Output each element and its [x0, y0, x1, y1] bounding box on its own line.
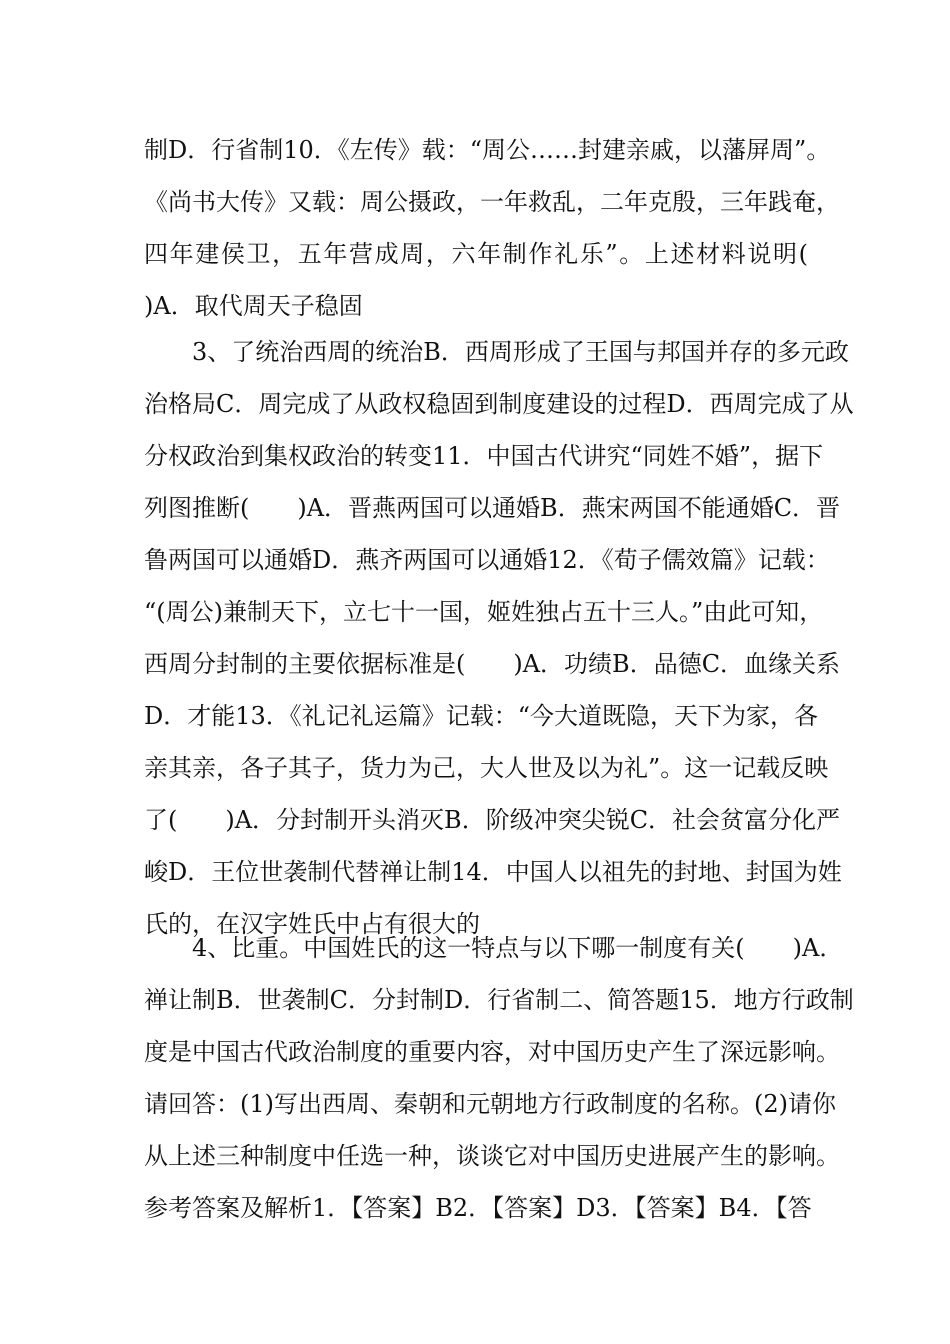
- paragraph-3: [144, 922, 854, 1234]
- text-line: 《尚书大传》又载：周公摄政，一年救乱，二年克殷，三年践奄，: [144, 188, 840, 216]
- text-line: “(周公)兼制天下，立七十一国，姬姓独占五十三人。”由此可知，: [144, 598, 824, 626]
- text-line: 氏的，在汉字姓氏中占有很大的: [144, 910, 480, 938]
- text-line: 从上述三种制度中任选一种，谈谈它对中国历史进展产生的影响。: [144, 1142, 840, 1170]
- paragraph-2: [144, 326, 854, 950]
- text-line: 4、比重。中国姓氏的这一特点与以下哪一制度有关( )A．: [192, 934, 844, 962]
- text-line: 3、了统治西周的统治B．西周形成了王国与邦国并存的多元政: [192, 338, 849, 366]
- text-line: 分权政治到集权政治的转变11．中国古代讲究“同姓不婚”，据下: [144, 442, 824, 470]
- text-line: D．才能13．《礼记礼运篇》记载：“今大道既隐，天下为家，各: [144, 702, 819, 730]
- text-line: 治格局C．周完成了从政权稳固到制度建设的过程D．西周完成了从: [144, 390, 854, 418]
- text-line: 请回答：(1)写出西周、秦朝和元朝地方行政制度的名称。(2)请你: [144, 1090, 836, 1118]
- text-line: 禅让制B．世袭制C．分封制D．行省制二、简答题15．地方行政制: [144, 986, 854, 1014]
- text-line: 鲁两国可以通婚D．燕齐两国可以通婚12．《荀子儒效篇》记载：: [144, 546, 830, 574]
- text-line: 西周分封制的主要依据标准是( )A．功绩B．品德C．血缘关系: [144, 650, 841, 678]
- text-line: 参考答案及解析1．【答案】B2．【答案】D3．【答案】B4．【答: [144, 1194, 812, 1222]
- text-line: 四年建侯卫，五年营成周，六年制作礼乐”。上述材料说明(: [144, 240, 808, 268]
- text-line: 制D．行省制10．《左传》载：“周公……封建亲戚，以藩屏周”。: [144, 136, 831, 164]
- text-line: )A．取代周天子稳固: [144, 292, 363, 320]
- text-line: 峻D．王位世袭制代替禅让制14．中国人以祖先的封地、封国为姓: [144, 858, 842, 886]
- text-line: 列图推断( )A．晋燕两国可以通婚B．燕宋两国不能通婚C．晋: [144, 494, 841, 522]
- text-line: 亲其亲，各子其子，货力为己，大人世及以为礼”。这一记载反映: [144, 754, 829, 782]
- paragraph-1: [144, 124, 840, 332]
- text-line: 了( )A．分封制开头消灭B．阶级冲突尖锐C．社会贫富分化严: [144, 806, 841, 834]
- text-line: 度是中国古代政治制度的重要内容，对中国历史产生了深远影响。: [144, 1038, 840, 1066]
